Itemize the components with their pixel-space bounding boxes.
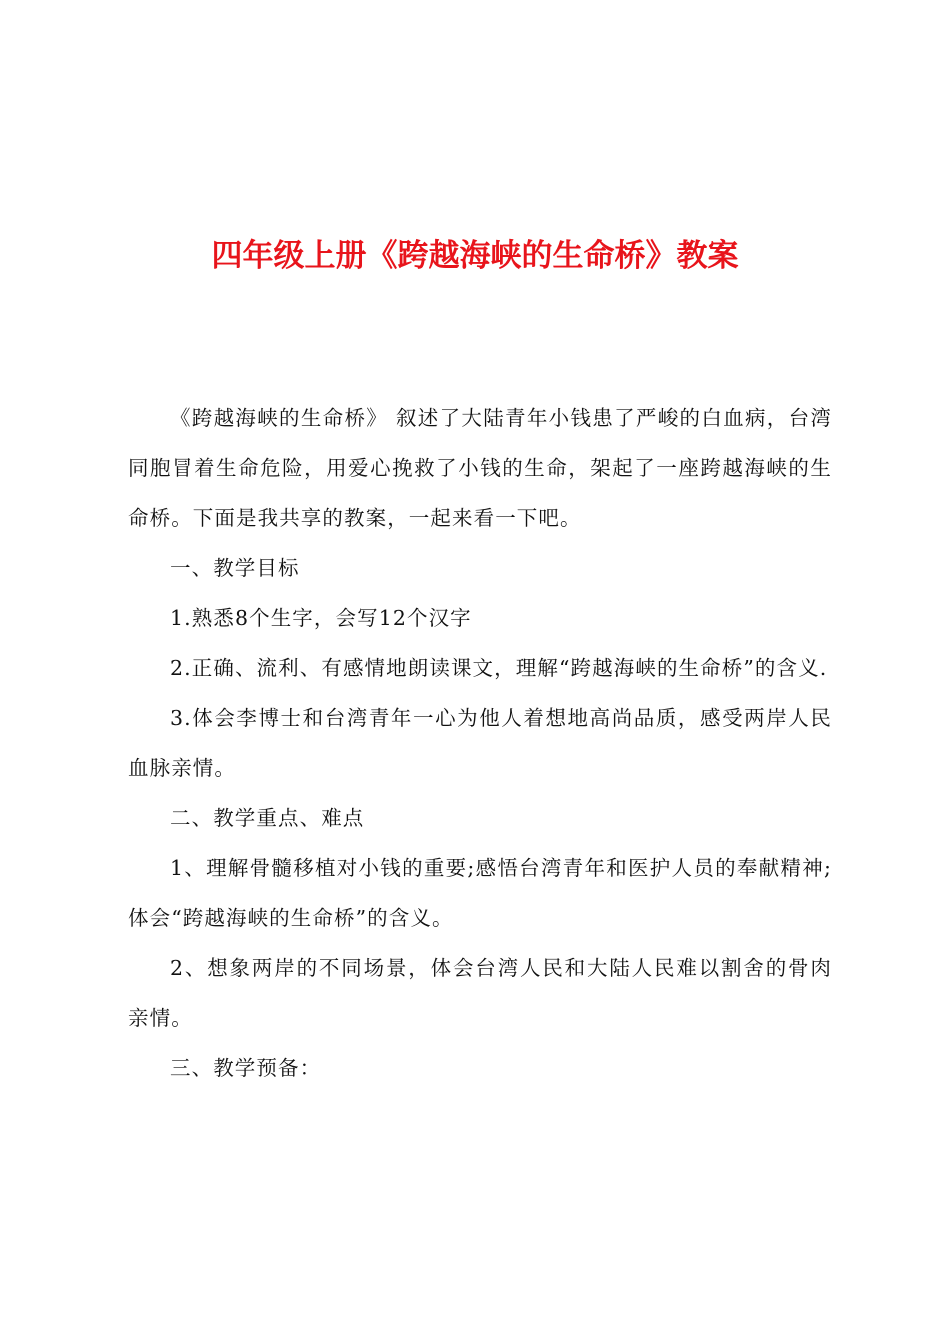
goal-item-3: 3.体会李博士和台湾青年一心为他人着想地高尚品质，感受两岸人民血脉亲情。: [128, 706, 832, 780]
key-point-item-1: 1、理解骨髓移植对小钱的重要;感悟台湾青年和医护人员的奉献精神;体会“跨越海峡的生命桥”的含义。: [128, 856, 832, 930]
section-heading-key-points: 二、教学重点、难点: [170, 806, 365, 830]
key-point-item-2: 2、想象两岸的不同场景，体会台湾人民和大陆人民难以割舍的骨肉亲情。: [128, 956, 832, 1030]
intro-paragraph: 《跨越海峡的生命桥》 叙述了大陆青年小钱患了严峻的白血病，台湾同胞冒着生命危险，用爱心挽救了小钱的生命，架起了一座跨越海峡的生命桥。下面是我共享的教案，一起来看一下吧。: [128, 406, 832, 530]
goal-item-2: 2.正确、流利、有感情地朗读课文，理解“跨越海峡的生命桥”的含义.: [170, 656, 828, 680]
section-heading-goals: 一、教学目标: [170, 556, 300, 580]
document-title: 四年级上册《跨越海峡的生命桥》教案: [211, 237, 739, 274]
document-body: [128, 393, 832, 1093]
section-heading-preparation: 三、教学预备：: [170, 1056, 322, 1080]
goal-item-1: 1.熟悉8个生字，会写12个汉字: [170, 606, 472, 630]
